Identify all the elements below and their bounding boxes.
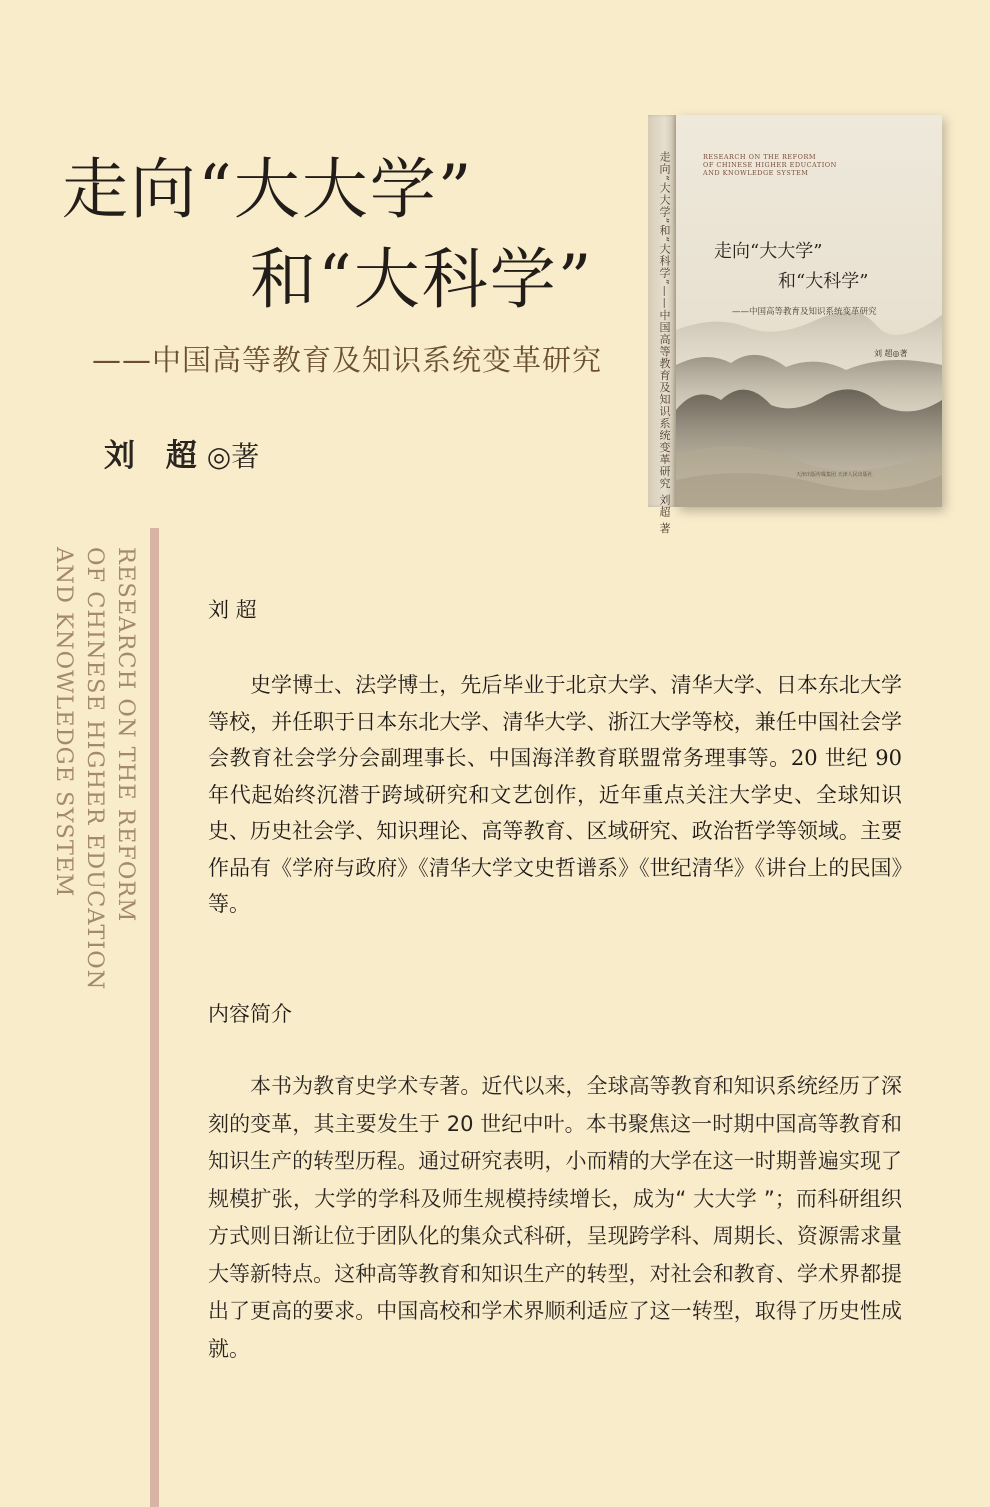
cover-author: 刘 超◎著 (874, 349, 908, 358)
vertical-divider (150, 528, 159, 1507)
vertical-english-line-1: RESEARCH ON THE REFORM (113, 547, 139, 923)
bio-heading: 刘 超 (208, 598, 257, 622)
vertical-english-line-3: AND KNOWLEDGE SYSTEM (51, 547, 77, 898)
spine-text: 走向“大大学”和“大科学”——中国高等教育及知识系统变革研究 刘超 著 (658, 151, 671, 535)
book-front (676, 115, 942, 507)
book-title (62, 150, 622, 320)
book-spine (648, 115, 676, 535)
intro-heading: 内容简介 (208, 1002, 292, 1026)
title-line-2: 和“大科学” (250, 241, 594, 318)
cover-title-line-2: 和“大科学” (778, 271, 869, 292)
cover-subtitle: ——中国高等教育及知识系统变革研究 (732, 307, 877, 317)
book-cover-image (648, 115, 942, 535)
author-role: ◎著 (206, 440, 260, 473)
cover-publisher: 天津出版传媒集团 天津人民出版社 (796, 472, 873, 478)
title-line-1: 走向“大大学” (62, 151, 474, 228)
vertical-english-title (48, 547, 141, 990)
author-line (104, 430, 259, 475)
cover-title-line-1: 走向“大大学” (714, 241, 823, 262)
vertical-english-line-2: OF CHINESE HIGHER EDUCATION (82, 547, 108, 991)
cover-english-title: RESEARCH ON THE REFORM OF CHINESE HIGHER EDUCATION AND KNOWLEDGE SYSTEM (703, 153, 837, 177)
bio-text: 史学博士、法学博士，先后毕业于北京大学、清华大学、日本东北大学等校，并任职于日本东北大学、清华大学、浙江大学等校，兼任中国社会学会教育社会学分会副理事长、中国海洋教育联盟常务理事等。20 世纪 90 年代起始终沉潜于跨域研究和文艺创作，近年重点关注大学史、全球知识史、历史社会学、知识理论、高等教育、区域研究、政治哲学等领域。主要作品有《学府与政府》《清华大学文史哲谱系》《世纪清华》《讲台上的民国》等。 (208, 673, 902, 916)
author-name: 刘 超 (104, 438, 207, 474)
intro-text: 本书为教育史学术专著。近代以来，全球高等教育和知识系统经历了深刻的变革，其主要发生于 20 世纪中叶。本书聚焦这一时期中国高等教育和知识生产的转型历程。通过研究表明，小而精的大学在这一时期普遍实现了规模扩张，大学的学科及师生规模持续增长，成为“ 大大学 ”；而科研组织方式则日渐让位于团队化的集众式科研，呈现跨学科、周期长、资源需求量大等新特点。这种高等教育和知识生产的转型，对社会和教育、学术界都提出了更高的要求。中国高校和学术界顺利适应了这一转型，取得了历史性成就。 (208, 1074, 902, 1361)
book-subtitle: ——中国高等教育及知识系统变革研究 (92, 343, 603, 377)
